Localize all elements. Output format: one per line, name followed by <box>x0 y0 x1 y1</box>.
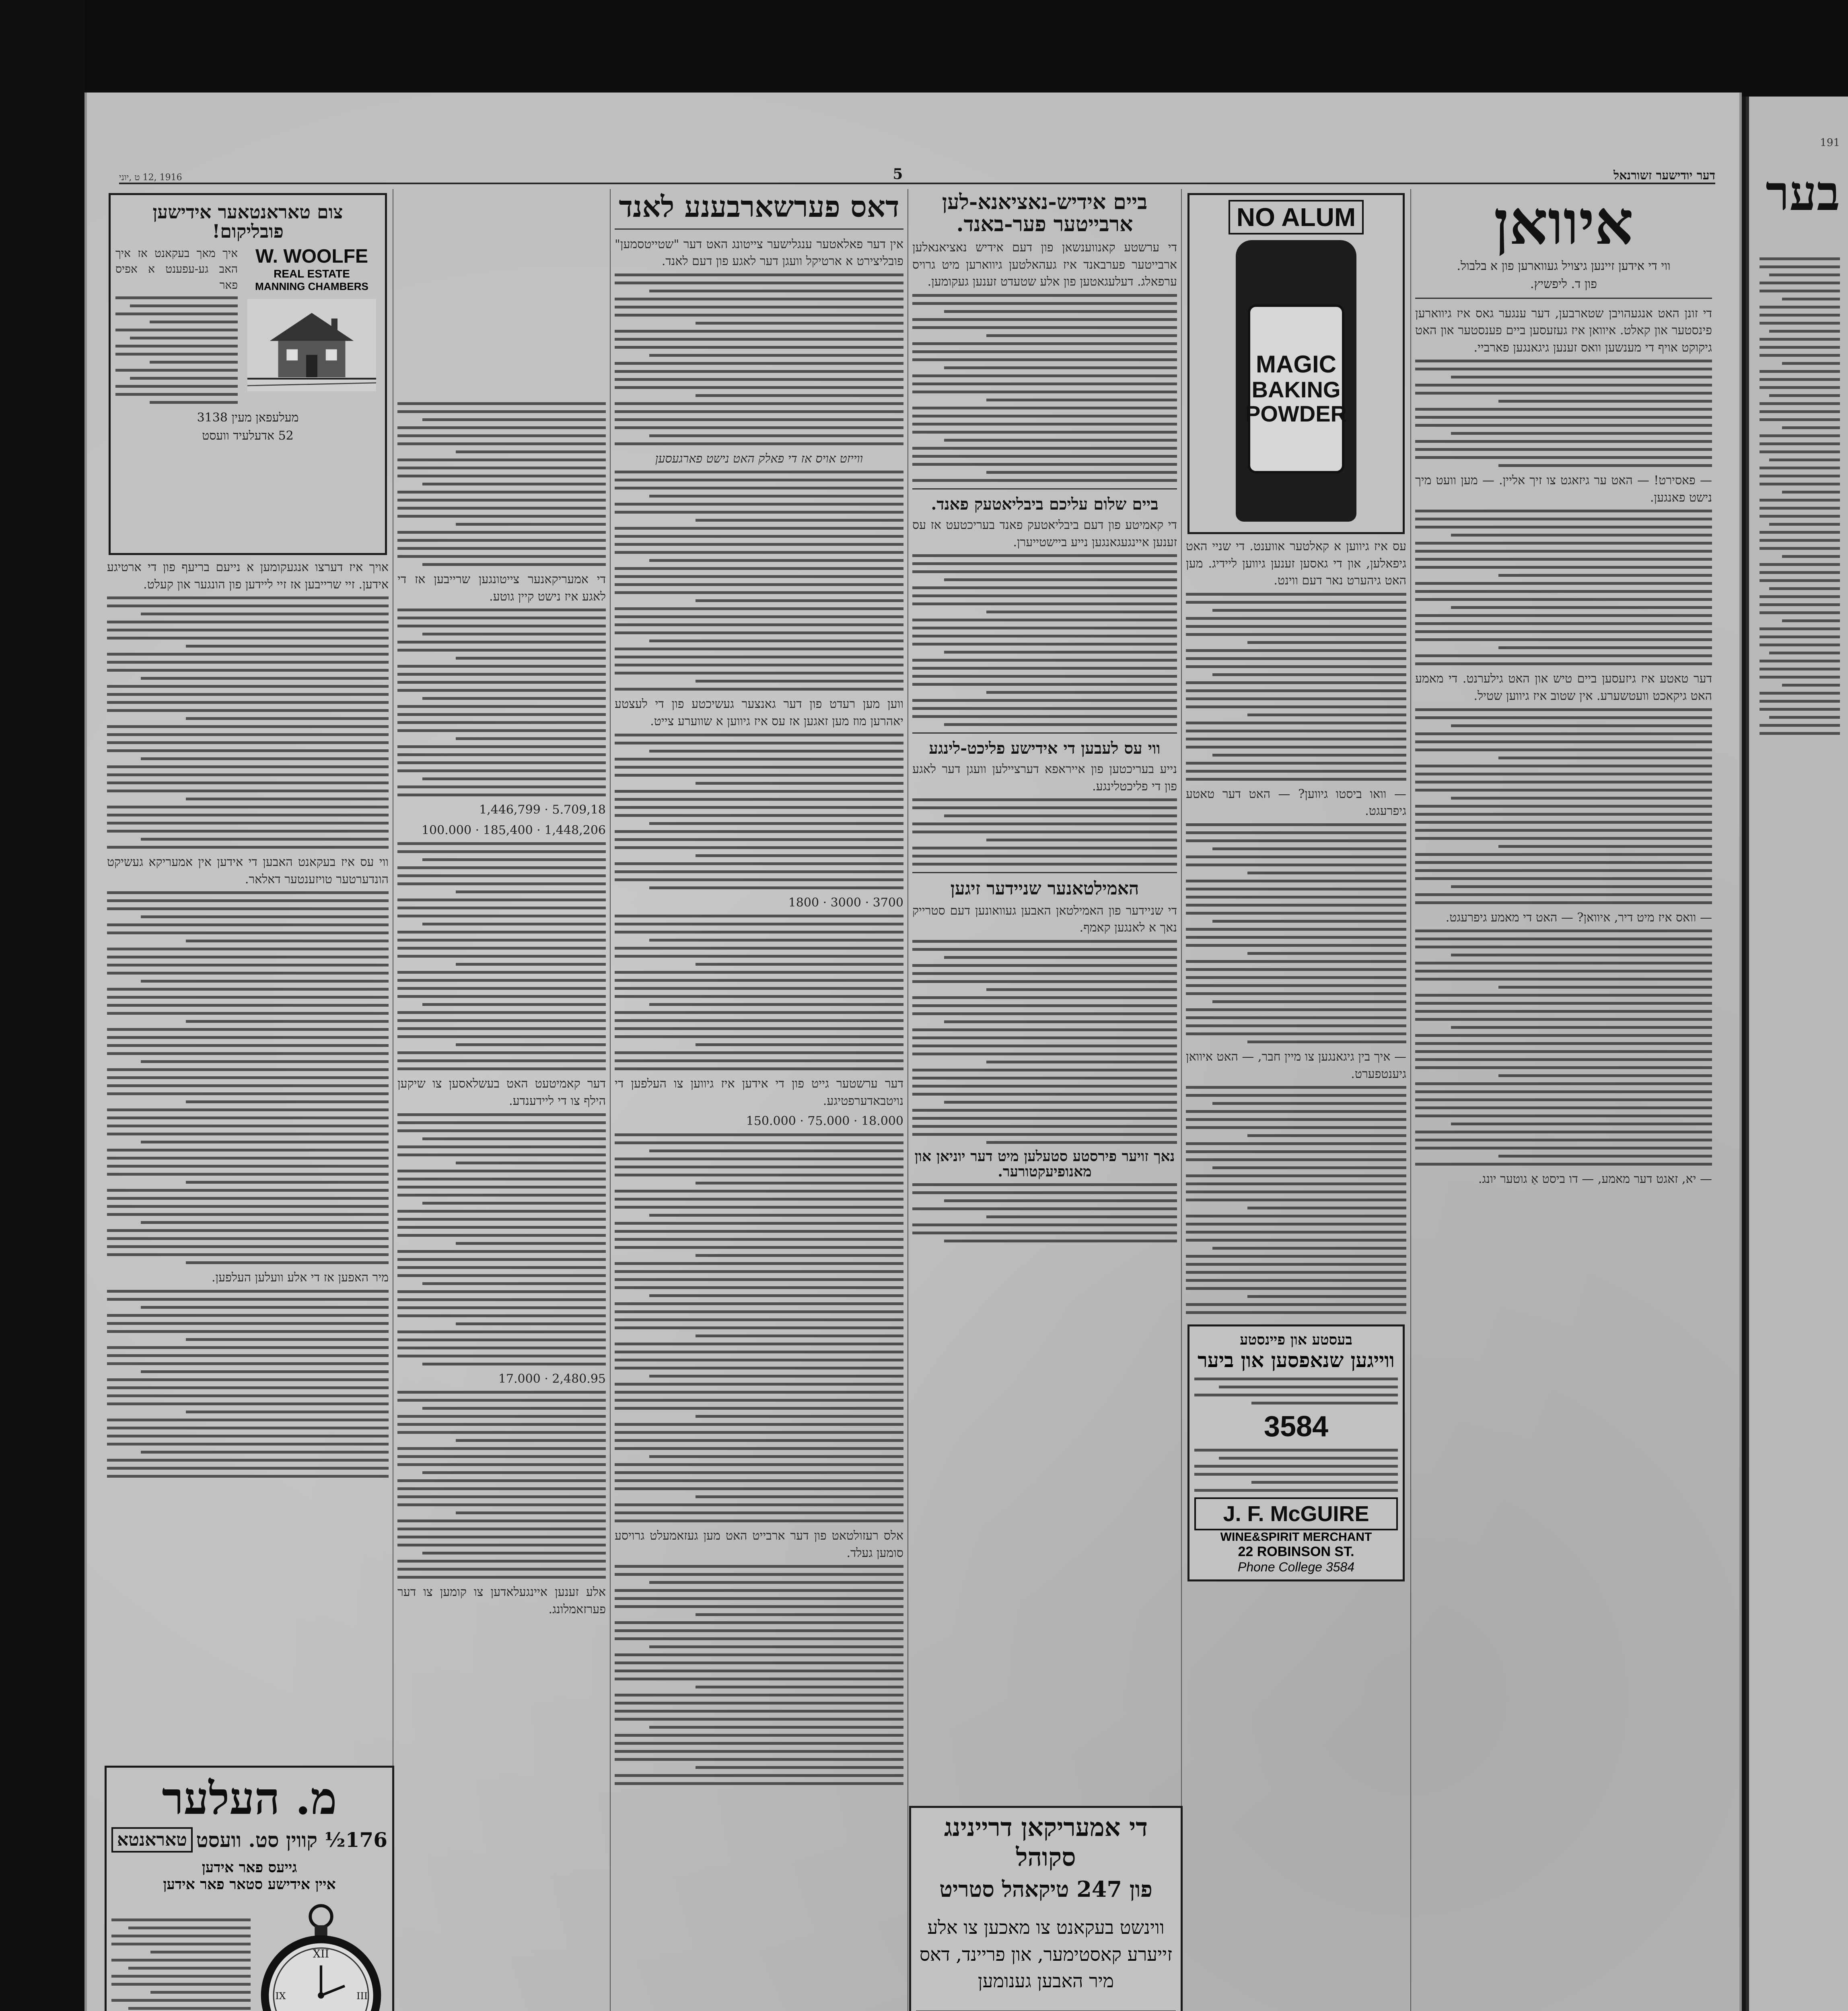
stat-value: 100.000 <box>421 823 472 837</box>
mcguire-phone-line: Phone College 3584 <box>1237 1560 1354 1575</box>
text-lines <box>615 471 903 691</box>
text-lines <box>1186 823 1406 1043</box>
woolfe-building: MANNING CHAMBERS <box>255 280 368 292</box>
text-lines <box>1415 929 1712 1166</box>
text-lines <box>615 1565 903 1785</box>
stat-value: 75.000 <box>807 1114 850 1129</box>
text-lines <box>397 609 606 796</box>
brand-line: MAGIC <box>1256 351 1336 378</box>
stat-value: 17.000 <box>498 1372 541 1386</box>
statistic-figure: 3700 · 3000 · 1800 <box>788 895 903 910</box>
svg-text:XII: XII <box>313 1948 329 1960</box>
text-lines <box>397 1113 606 1365</box>
article-paragraph: ווען מען רעדט פון דער גאנצער געשיכטע פון די לעצטע יאהרען מוז מען זאגען אז עס איז גיווען א שווערע צייט. <box>615 697 903 728</box>
text-lines <box>912 940 1177 1144</box>
article-headline: ווי עס לעבען די אידישע פליכט-לינגע <box>929 739 1161 758</box>
dry-cleaning-old-address: פון 247 טיקאהל סטריט <box>939 1876 1152 1902</box>
scan-left-border <box>0 0 84 2011</box>
adjacent-page-date: 191 <box>1820 137 1840 149</box>
mcguire-ad-headline: ווייגען שנאפסען און ביער <box>1198 1348 1395 1372</box>
stat-value: 18.000 <box>861 1114 903 1129</box>
text-lines <box>1760 257 1840 2011</box>
text-lines <box>397 402 606 566</box>
ivan-headline: איוואן <box>1494 189 1634 258</box>
text-lines <box>107 596 389 849</box>
statistic-figure: 2,480.95 · 17.000 <box>498 1372 606 1386</box>
stat-value: 1,446,799 <box>479 803 541 817</box>
story-paragraph: עס איז גיווען א קאלטער אווענט. די שניי האט גיפאלען, און די גאסען זענען גיווען ליידיג. מען האט גיהערט נאר דעם ווינט. <box>1186 539 1406 588</box>
heller-name: מ. העלער <box>162 1772 337 1824</box>
stat-value: 2,480.95 <box>552 1372 606 1386</box>
page-number: 5 <box>893 166 903 183</box>
column-two <box>1181 189 1410 2011</box>
article-headline: ביים שלום עליכם ביבליאטעק פאנד. <box>931 494 1159 514</box>
divider <box>1415 298 1712 299</box>
divider <box>912 872 1177 873</box>
text-lines <box>912 294 1177 482</box>
ivan-lead-paragraph: די זונן האט אנגעהויבן שטארבען, דער ענגער גאס איז גיווארען פינסטער און קאלט. איוואן איז געזעסען ביים פענסטער און האט גיקוקט אויף די מענשען וואס זענען גיגאנגען פארביי. <box>1415 306 1712 355</box>
adjacent-page <box>1746 97 1848 2011</box>
pocket-watch-icon <box>255 1895 387 2011</box>
brand-line: POWDER <box>1245 401 1347 427</box>
text-lines <box>615 1133 903 1522</box>
text-lines <box>397 1391 606 1579</box>
mcguire-address: 22 ROBINSON ST. <box>1238 1544 1354 1560</box>
stat-value: 3700 <box>873 895 903 910</box>
text-lines <box>912 1183 1177 1242</box>
article-paragraph: די שניידער פון האמילטאן האבען געוואונען דעם סטרייק נאך א לאנגען קאמף. <box>912 903 1177 935</box>
story-paragraph: — וואו ביסטו גיווען? — האט דער טאטע גיפרעגט. <box>1186 787 1406 818</box>
heller-address: 176½ קווין סט. וועסט <box>196 1828 387 1852</box>
mcguire-ad-line: בעסטע און פיינסטע <box>1240 1331 1352 1349</box>
column-four <box>610 189 908 2011</box>
text-lines <box>1194 1378 1398 1404</box>
ivan-closing-paragraph: — יא, זאגט דער מאמע, — דו ביסט אַ גוטער יונג. <box>1478 1172 1712 1186</box>
divider <box>912 488 1177 489</box>
text-lines <box>615 915 903 1070</box>
svg-text:III: III <box>356 1990 368 2002</box>
article-paragraph: אויך איז דערצו אנגעקומען א נייעם בריעף פון די ארטיגע אידען. זיי שרייבען אז זיי ליידען פון הונגער און קעלט. <box>107 560 389 592</box>
no-alum-label: NO ALUM <box>1229 200 1364 234</box>
dry-cleaning-announcement: ווינשט בעקאנט צו מאכען צו אלע זייערע קאסטימער, און פריינד, דאס מיר האבען גענומען <box>919 1916 1173 1992</box>
heller-ad-line: איין אידישע סטאר פאר אידען <box>163 1876 336 1893</box>
date-line: 1916 ,12 ט ,יוני <box>119 173 182 183</box>
dry-cleaning-name: די אמעריקאן דריינינג סקוהל <box>944 1813 1148 1872</box>
column-three <box>908 189 1181 2011</box>
ivan-paragraph: — וואס איז מיט דיר, איוואן? — האט די מאמע גיפרעגט. <box>1445 910 1712 925</box>
stat-value: 5.709,18 <box>552 803 606 817</box>
stat-value: 3000 <box>830 895 862 910</box>
text-lines <box>912 554 1177 726</box>
woolfe-ad-intro: איך מאך בעקאנט אז איך האב גע-עפענט א אפיס פאר <box>115 246 238 292</box>
statistic-figure: 18.000 · 75.000 · 150.000 <box>746 1114 903 1129</box>
heller-ad-line: גייעס פאר אידען <box>202 1859 297 1876</box>
statistic-figure: 5.709,18 · 1,446,799 <box>479 803 606 817</box>
text-lines <box>615 273 903 445</box>
article-paragraph: די ערשטע קאנווענשאן פון דעם אידיש נאציאנאלען ארבייטער פערבאנד איז געהאלטען גיווארען מיט גרויס ערפאלג. דעלעגאטען פון אלע שטעדט זענען געקומען. <box>912 241 1177 289</box>
ivan-byline: פון ד. ליפשיץ. <box>1530 277 1597 291</box>
heller-watch-ad <box>105 1766 394 2011</box>
text-lines <box>115 296 238 404</box>
svg-text:IX: IX <box>275 1990 286 2002</box>
mcguire-name: J. F. McGUIRE <box>1194 1497 1398 1530</box>
text-lines <box>1186 1086 1406 1314</box>
article-paragraph: דער ערשטער גייט פון די אידען איז גיווען צו העלפען די נויטבאדערפטיגע. <box>615 1077 903 1108</box>
can-label <box>1245 304 1347 473</box>
scan-top-border <box>0 0 1848 97</box>
paper-name: דער יודישער זשורנאל <box>1613 169 1715 183</box>
heller-city: טאראנטא <box>111 1827 193 1853</box>
woolfe-phone: מעלעפאן מעין 3138 <box>197 410 299 425</box>
article-paragraph: אין דער פאלאטער ענגלישער צייטונג האט דער "שטייטסמען" פובליצירט א ארטיקל וועגן דער לאגע פון דעם לאנד. <box>615 237 903 269</box>
column-six <box>103 189 393 2011</box>
text-lines <box>1415 360 1712 467</box>
divider <box>615 228 903 230</box>
woolfe-real-estate-ad <box>109 193 387 555</box>
woolfe-name: W. WOOLFE <box>255 245 368 267</box>
column-five <box>393 189 610 2011</box>
column-ivan-story <box>1410 189 1716 2011</box>
ivan-paragraph: דער טאטע איז גיזעסען ביים טיש און האט גילערנט. די מאמע האט גיקאכט וועטשערע. אין שטוב איז גיווען שטיל. <box>1415 672 1712 703</box>
american-dry-cleaning-ad <box>909 1806 1183 2011</box>
stat-value: 1,448,206 <box>544 823 606 837</box>
stat-value: 150.000 <box>746 1114 796 1129</box>
article-headline: נאך זויער פירסטע סטעלען מיט דער יוניאן און מאנופיעקטורער. <box>914 1147 1175 1180</box>
article-headline: האמילטאנער שניידער זיגען <box>950 878 1139 899</box>
article-paragraph: דער קאמיטעט האט בעשלאסען צו שיקען הילף צו די ליידענדע. <box>397 1077 606 1108</box>
text-lines <box>107 891 389 1264</box>
text-lines <box>1194 1449 1398 1492</box>
article-headline: ביים אידיש-נאציאנא-לען ארבייטער פער-באנד. <box>942 190 1148 236</box>
magic-baking-powder-ad <box>1187 193 1405 534</box>
house-illustration-icon <box>247 297 376 393</box>
article-paragraph: מיר האפען אז די אלע וועלען העלפען. <box>211 1271 389 1285</box>
text-lines <box>1186 593 1406 781</box>
text-lines <box>1415 510 1712 665</box>
text-lines <box>912 798 1177 866</box>
text-lines <box>1415 708 1712 904</box>
text-lines <box>111 1918 251 2010</box>
divider <box>912 732 1177 734</box>
mcguire-trade: WINE&SPIRIT MERCHANT <box>1220 1530 1372 1544</box>
baking-powder-can-image <box>1236 240 1356 522</box>
article-paragraph: די אמעריקאנער צייטונגען שרייבען אז די לאגע איז נישט קיין גוטע. <box>397 572 606 604</box>
newspaper-page <box>84 93 1742 2011</box>
woolfe-address: 52 אדעלעיד וועסט <box>202 428 294 443</box>
text-lines <box>107 1290 389 1478</box>
statistic-figure: 1,448,206 · 185,400 · 100.000 <box>421 823 606 837</box>
story-paragraph: — איך בין גיגאנגען צו מיין חבר, — האט איוואן גיענטפערט. <box>1186 1049 1406 1081</box>
stat-value: 1800 <box>788 895 819 910</box>
article-paragraph: די קאמיטע פון דעם ביבליאטעק פאנד בעריכטעט אז עס זענען איינגעגאנגען נייע ביישטייערן. <box>912 518 1177 549</box>
text-lines <box>397 842 606 1070</box>
pull-quote: ווייזט אויס אז די פאלק האט נישט פארגעסען <box>655 451 863 466</box>
stat-value: 185,400 <box>483 823 533 837</box>
text-lines <box>615 734 903 889</box>
article-paragraph: נייע בעריכטען פון אייראפא דערציילען וועגן דער לאגע פון די פליכטלינגע. <box>912 762 1177 794</box>
ivan-paragraph: — פאסירט! — האט ער גיזאגט צו זיך אליין. — מען וועט מיך נישט פאנגען. <box>1415 473 1712 505</box>
woolfe-ad-headline: צום טאראנטאער אידישען פובליקום! <box>152 201 343 243</box>
article-headline: דאס פערשארבענע לאנד <box>619 189 899 224</box>
article-paragraph: ווי עס איז בעקאנט האבען די אידען אין אמעריקא געשיקט הונדערטער טויזענטער דאלאר. <box>107 855 389 886</box>
ivan-subhead: ווי די אידען זיינען גיצויל געווארען פון א בלבול. <box>1457 259 1671 273</box>
article-paragraph: אלס רעזולטאט פון דער ארבייט האט מען געזאמעלט גרויסע סומען געלד. <box>615 1528 903 1560</box>
adjacent-page-heading: בער <box>1766 165 1840 222</box>
woolfe-business: REAL ESTATE <box>274 267 350 280</box>
article-paragraph: אלע זענען איינגעלאדען צו קומען צו דער פערזאמלונג. <box>397 1585 606 1616</box>
mcguire-wine-ad <box>1187 1324 1405 1581</box>
page-header <box>119 166 1715 184</box>
mcguire-phone-number: 3584 <box>1264 1411 1329 1443</box>
brand-line: BAKING <box>1251 376 1341 402</box>
